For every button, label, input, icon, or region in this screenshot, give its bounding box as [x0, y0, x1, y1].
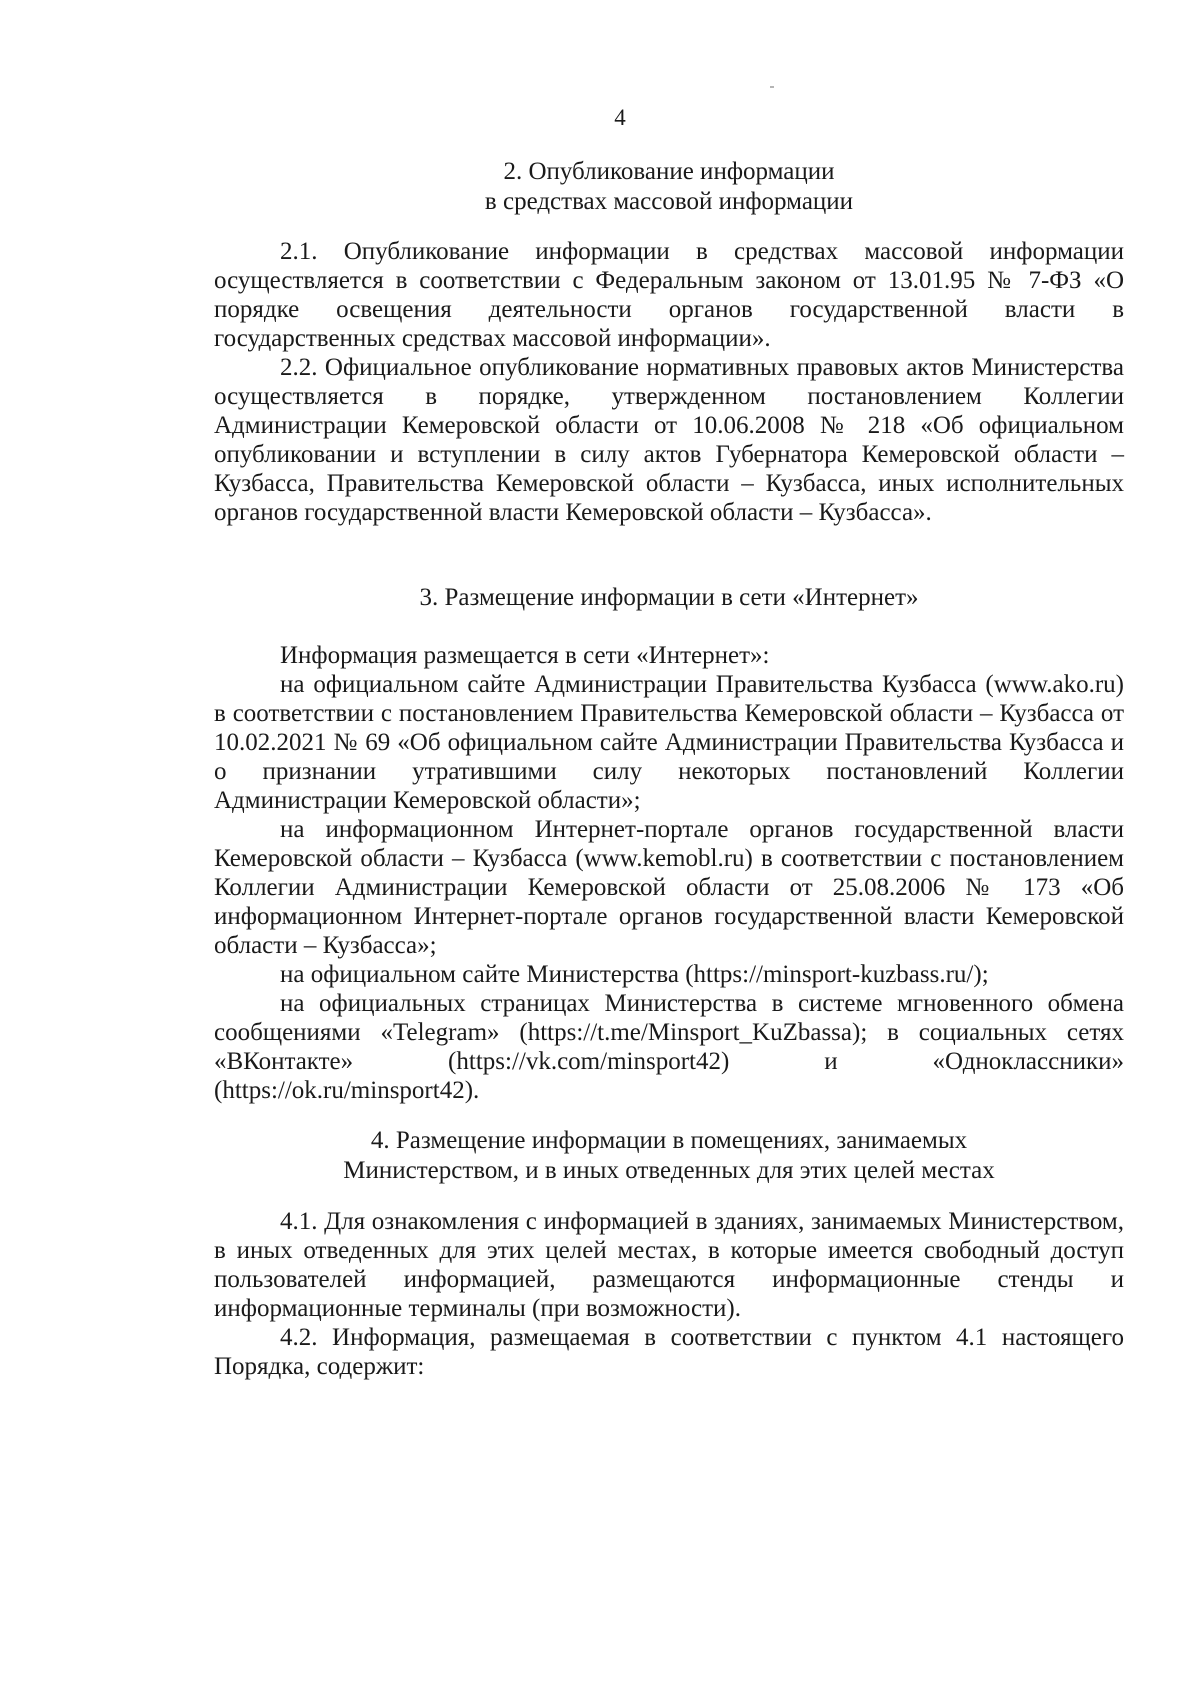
list-item-social-pages: на официальных страницах Министерства в системе мгновенного обмена сообщениями «Telegram» (https://t.me/Minsport_KuZbassa); в социальных сетях «ВКонтакте» (https://vk.com/minsport42) и «Одноклассники» (https://ok.ru/minsport42).	[214, 990, 1124, 1104]
paragraph-2-2: 2.2. Официальное опубликование нормативных правовых актов Министерства осуществляется в порядке, утвержденном постановлением Коллегии Администрации Кемеровской области от 10.06.2008 № 218 «Об официальном опубликовании и вступлении в силу актов Губернатора Кемеровской области – Кузбасса, Правительства Кемеровской области – Кузбасса, иных исполнительных органов государственной власти Кемеровской области – Кузбасса».	[214, 354, 1124, 526]
paragraph-2-1: 2.1. Опубликование информации в средствах массовой информации осуществляется в соответствии с Федеральным законом от 13.01.95 № 7-ФЗ «О порядке освещения деятельности органов государственной власти в государственных средствах массовой информации».	[214, 238, 1124, 352]
list-item-ako-site: на официальном сайте Администрации Правительства Кузбасса (www.ako.ru) в соответствии с постановлением Правительства Кемеровской области – Кузбасса от 10.02.2021 № 69 «Об официальном сайте Администрации Правительства Кузбасса и о признании утратившими силу некоторых постановлений Коллегии Администрации Кемеровской области»;	[214, 671, 1124, 814]
section-4-heading	[214, 1126, 1124, 1186]
section-4-title-line-2: Министерством, и в иных отведенных для этих целей местах	[343, 1157, 995, 1184]
section-3-title: 3. Размещение информации в сети «Интернет»	[419, 584, 919, 611]
section-2-title-line-2: в средствах массовой информации	[484, 188, 854, 215]
section-2-heading	[214, 157, 1124, 217]
section-2-title-line-1: 2. Опубликование информации	[503, 158, 835, 185]
section-3-heading	[214, 583, 1124, 613]
section-4-title-line-1: 4. Размещение информации в помещениях, занимаемых	[370, 1127, 968, 1154]
paragraph-3-intro: Информация размещается в сети «Интернет»:	[280, 642, 770, 669]
list-item-kemobl-portal: на информационном Интернет-портале органов государственной власти Кемеровской области – Кузбасса (www.kemobl.ru) в соответствии с постановлением Коллегии Администрации Кемеровской области от 25.08.2006 № 173 «Об информационном Интернет-портале органов государственной власти Кемеровской области – Кузбасса»;	[214, 816, 1124, 959]
paragraph-4-1: 4.1. Для ознакомления с информацией в зданиях, занимаемых Министерством, в иных отведенных для этих целей местах, в которые имеется свободный доступ пользователей информацией, размещаются информационные стенды и информационные терминалы (при возможности).	[214, 1208, 1124, 1322]
list-item-ministry-site: на официальном сайте Министерства (https://minsport-kuzbass.ru/);	[280, 961, 989, 988]
scan-artifact	[770, 86, 774, 88]
page-number: 4	[614, 105, 626, 130]
paragraph-4-2: 4.2. Информация, размещаемая в соответствии с пунктом 4.1 настоящего Порядка, содержит:	[214, 1324, 1124, 1380]
